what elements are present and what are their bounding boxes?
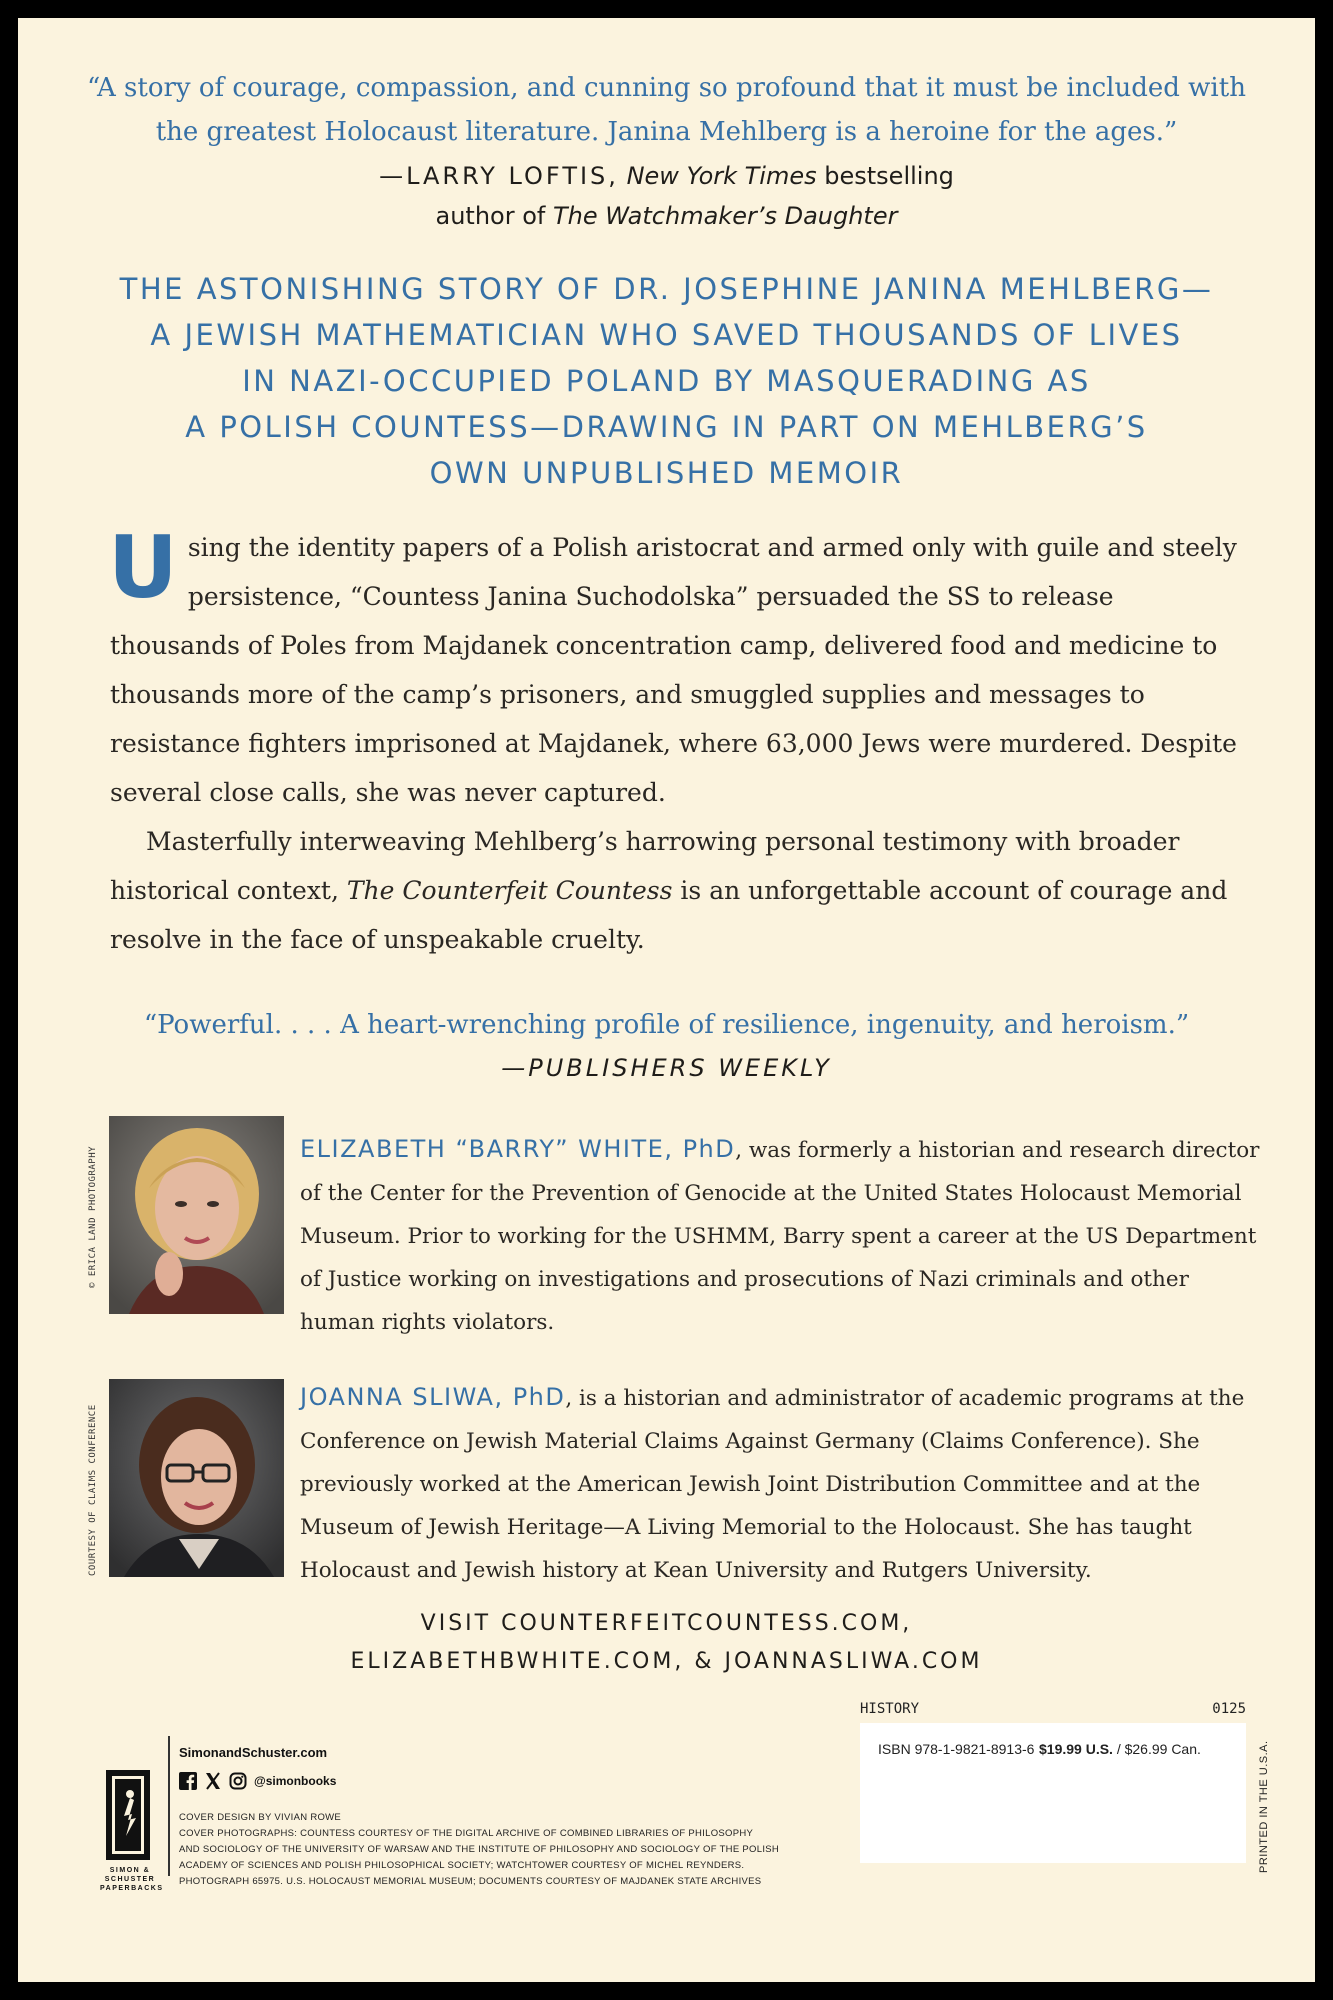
headline-line: A POLISH COUNTESS—DRAWING IN PART ON MEHLBERG’S [185, 410, 1148, 444]
paragraph-2-end: is an unforgettable account of courage and resolve in the face of unspeakable cruelty. [110, 876, 1228, 954]
book-description [108, 518, 1245, 964]
headline-line: IN NAZI-OCCUPIED POLAND BY MASQUERADING AS [242, 364, 1091, 398]
quote-line-2: the greatest Holocaust literature. Janina Mehlberg is a heroine for the ages.” [155, 117, 1178, 147]
x-twitter-icon [204, 1772, 222, 1790]
printed-in-label: PRINTED IN THE U.S.A. [1258, 1740, 1270, 1873]
category-code: 0125 [1212, 1701, 1246, 1717]
headline [58, 266, 1275, 496]
credit-line: PHOTOGRAPH 65975. U.S. HOLOCAUST MEMORIAL MUSEUM; DOCUMENTS COURTESY OF MAJDANEK STATE ARCHIVES [179, 1876, 762, 1887]
author-bio-text-sliwa: , is a historian and administrator of academic programs at the Conference on Jewish Material Claims Against Germany (Claims Conference). She previously worked at the American Jewish Joint Distribution Committee and at the Museum of Jewish Heritage—A Living Memorial to the Holocaust. She has taught Holocaust and Jewish history at Kean University and Rutgers University. [300, 1386, 1245, 1583]
credit-line: AND SOCIOLOGY OF THE UNIVERSITY OF WARSAW AND THE INSTITUTE OF PHILOSOPHY AND SOCIOLOGY OF THE POLISH [179, 1844, 780, 1855]
author-photo-sliwa [109, 1379, 284, 1577]
back-cover [18, 18, 1315, 1982]
credit-line: ACADEMY OF SCIENCES AND POLISH PHILOSOPHICAL SOCIETY; WATCHTOWER COURTESY OF MICHEL REYNDERS. [179, 1860, 745, 1871]
isbn-number: ISBN 978-1-9821-8913-6 [878, 1741, 1035, 1757]
description-paragraph-1 [108, 518, 1245, 817]
author-photo-white [109, 1116, 284, 1314]
social-links [179, 1770, 336, 1792]
visit-websites [78, 1605, 1255, 1681]
publisher-imprint-label: SIMON & SCHUSTER PAPERBACKS [100, 1867, 164, 1892]
headline-line: A JEWISH MATHEMATICIAN WHO SAVED THOUSANDS OF LIVES [150, 318, 1183, 352]
book-title-inline: The Counterfeit Countess [346, 876, 673, 905]
headline-line: THE ASTONISHING STORY OF DR. JOSEPHINE JANINA MEHLBERG— [119, 272, 1214, 306]
price-separator: / [1112, 1741, 1125, 1757]
description-paragraph-2 [110, 817, 1245, 964]
drop-cap: U [108, 518, 178, 618]
simon-schuster-logo-icon [106, 1770, 150, 1860]
endorsement-quote-top [78, 66, 1255, 154]
photo-credit-white: © ERICA LAND PHOTOGRAPHY [88, 1145, 98, 1288]
author-bio-white [300, 1128, 1260, 1344]
endorsement-quote-mid: “Powerful. . . . A heart-wrenching profile of resilience, ingenuity, and heroism.” [143, 1010, 1190, 1040]
author-portrait-image [109, 1379, 284, 1577]
publisher-divider [168, 1736, 170, 1876]
credit-line: COVER PHOTOGRAPHS: COUNTESS COURTESY OF THE DIGITAL ARCHIVE OF COMBINED LIBRARIES OF PHILOSOPHY [179, 1828, 754, 1839]
attribution-line2-prefix: author of [435, 202, 546, 230]
publisher-website: SimonandSchuster.com [179, 1745, 328, 1760]
visit-line-2: ELIZABETHBWHITE.COM, & JOANNASLIWA.COM [350, 1649, 983, 1674]
instagram-icon [229, 1772, 247, 1790]
headline-line: OWN UNPUBLISHED MEMOIR [429, 456, 904, 490]
price-us: $19.99 U.S. [1039, 1741, 1113, 1757]
category-label: HISTORY [860, 1701, 920, 1717]
author-name-white: ELIZABETH “BARRY” WHITE, PhD [300, 1135, 736, 1163]
credit-line: COVER DESIGN BY VIVIAN ROWE [179, 1812, 342, 1823]
visit-line-1: VISIT COUNTERFEITCOUNTESS.COM, [420, 1611, 913, 1636]
photo-credit-sliwa: COURTESY OF CLAIMS CONFERENCE [88, 1404, 98, 1576]
author-portrait-image [109, 1116, 284, 1314]
endorsement-attribution-top [78, 156, 1255, 236]
social-handle: @simonbooks [254, 1774, 337, 1788]
paragraph-1-text: sing the identity papers of a Polish aristocrat and armed only with guile and steely persistence, “Countess Janina Suchodolska” persuaded the SS to release thousands of Poles from Majdanek concentration camp, delivered food and medicine to thousands more of the camp’s prisoners, and smuggled supplies and messages to resistance fighters imprisoned at Majdanek, where 63,000 Jews were murdered. Despite several close calls, she was never captured. [110, 533, 1237, 807]
price-label [1039, 1741, 1201, 1757]
attribution-name: —LARRY LOFTIS, [379, 162, 619, 190]
paragraph-2-start: Masterfully interweaving Mehlberg’s harrowing personal testimony with broader historical context, [110, 827, 1180, 905]
author-bio-sliwa [300, 1376, 1260, 1592]
attribution-publication: New York Times [626, 162, 817, 190]
attribution-rest: bestselling [824, 162, 954, 190]
author-name-sliwa: JOANNA SLIWA, PhD [300, 1383, 566, 1411]
cover-credits [179, 1810, 839, 1890]
facebook-icon [179, 1772, 197, 1790]
attribution-book: The Watchmaker’s Daughter [553, 202, 898, 230]
endorsement-attribution-mid: —PUBLISHERS WEEKLY [501, 1054, 832, 1082]
author-bio-text-white: , was formerly a historian and research director of the Center for the Prevention of Genocide at the United States Holocaust Memorial Museum. Prior to working for the USHMM, Barry spent a career at the US Department of Justice working on investigations and prosecutions of Nazi criminals and other human rights violators. [300, 1138, 1260, 1335]
quote-line-1: “A story of courage, compassion, and cunning so profound that it must be included with [87, 73, 1246, 103]
price-can: $26.99 Can. [1124, 1741, 1201, 1757]
